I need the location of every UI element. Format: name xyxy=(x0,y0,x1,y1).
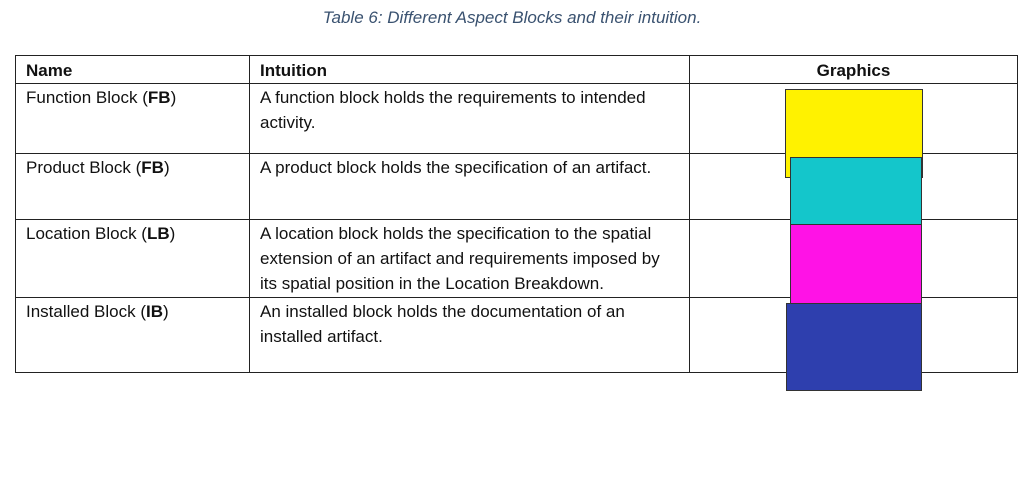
table-row xyxy=(16,84,1018,154)
block-abbreviation: FB xyxy=(147,88,171,107)
block-name: Function Block ( xyxy=(26,88,148,107)
name-cell xyxy=(16,154,250,220)
graphics-cell xyxy=(690,220,1018,298)
header-graphics: Graphics xyxy=(690,56,1018,84)
aspect-blocks-table xyxy=(15,55,1018,373)
installed-block-swatch xyxy=(786,303,922,391)
name-cell xyxy=(16,220,250,298)
block-abbreviation: IB xyxy=(146,302,163,321)
header-intuition: Intuition xyxy=(250,56,690,84)
block-name-close: ) xyxy=(163,158,170,177)
block-name-close: ) xyxy=(163,302,169,321)
intuition-cell: A location block holds the specification to the spatial extension of an artifact and requirements imposed by its spatial position in the Location Breakdown. xyxy=(250,220,690,298)
graphics-cell xyxy=(690,154,1018,220)
header-name: Name xyxy=(16,56,250,84)
block-abbreviation: LB xyxy=(146,224,170,243)
intuition-cell: An installed block holds the documentation of an installed artifact. xyxy=(250,298,690,373)
intuition-cell: A function block holds the requirements to intended activity. xyxy=(250,84,690,154)
block-name: Product Block ( xyxy=(26,158,142,177)
name-cell xyxy=(16,298,250,373)
table-header-row xyxy=(16,56,1018,84)
table-row xyxy=(16,298,1018,373)
block-name: Location Block ( xyxy=(26,224,147,243)
intuition-cell: A product block holds the specification of an artifact. xyxy=(250,154,690,220)
block-name-close: ) xyxy=(170,88,177,107)
name-cell xyxy=(16,84,250,154)
table-row xyxy=(16,154,1018,220)
graphics-cell xyxy=(690,84,1018,154)
table-caption: Table 6: Different Aspect Blocks and their intuition. xyxy=(322,8,702,27)
block-name: Installed Block ( xyxy=(26,302,146,321)
graphics-cell xyxy=(690,298,1018,373)
table-row xyxy=(16,220,1018,298)
block-abbreviation: FB xyxy=(141,158,164,177)
block-name-close: ) xyxy=(169,224,176,243)
